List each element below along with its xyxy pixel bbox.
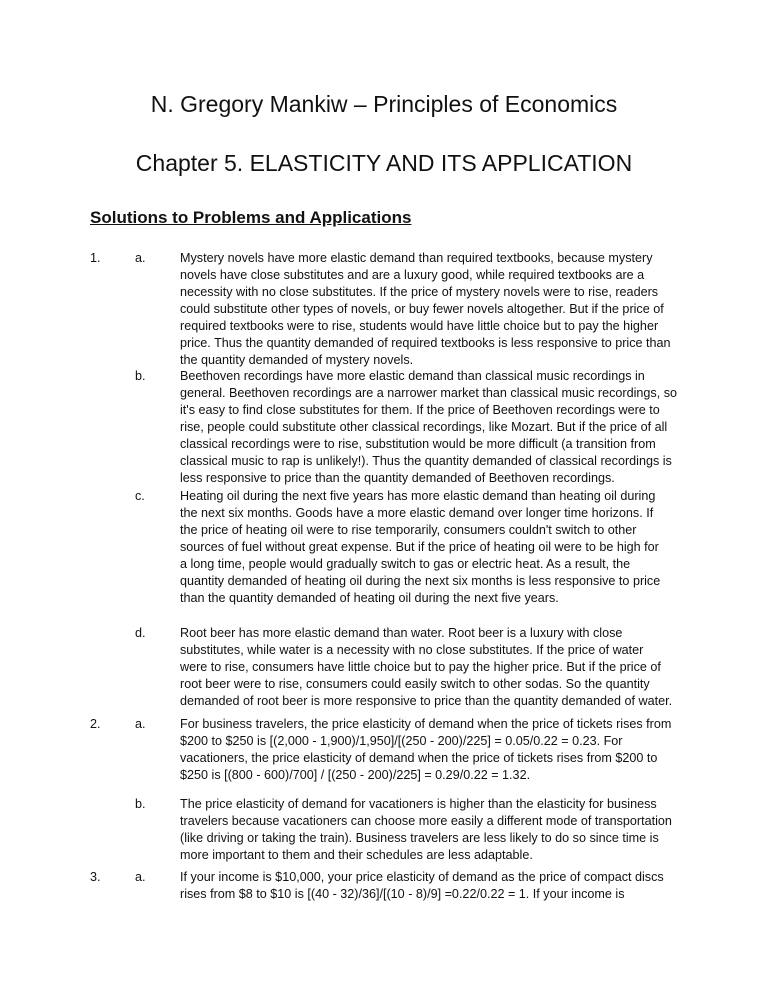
text-line: rises from $8 to $10 is [(40 - 32)/36]/[(10 - 8)/9] =0.22/0.22 = 1. If your income is: [180, 887, 625, 901]
text-line: a long time, people would gradually switch to gas or electric heat. As a result, the: [180, 557, 631, 571]
solution-text: [180, 368, 680, 487]
solution-text: [180, 625, 680, 710]
text-line: the quantity demanded of mystery novels.: [180, 353, 414, 367]
text-line: quantity demanded of heating oil during the next six months is less responsive to price: [180, 574, 661, 588]
text-line: The price elasticity of demand for vacationers is higher than the elasticity for business: [180, 797, 657, 811]
text-line: Heating oil during the next five years has more elastic demand than heating oil during: [180, 489, 656, 503]
chapter-title: Chapter 5. ELASTICITY AND ITS APPLICATION: [135, 150, 633, 176]
text-line: (like driving or taking the train). Business travelers are less likely to do so since time is: [180, 831, 659, 845]
text-line: than the quantity demanded of heating oil during the next five years.: [180, 591, 559, 605]
text-line: If your income is $10,000, your price elasticity of demand as the price of compact discs: [180, 870, 664, 884]
part-letter: a.: [135, 251, 146, 265]
text-line: classical recordings were to rise, substitution would be more difficult (a transition from: [180, 437, 656, 451]
problem-number: 3.: [90, 870, 101, 884]
text-line: the next six months. Goods have a more elastic demand over longer time horizons. If: [180, 506, 654, 520]
text-line: required textbooks were to rise, students would have little choice but to pay the higher: [180, 319, 659, 333]
solution-text: [180, 716, 680, 784]
text-line: price. Thus the quantity demanded of required textbooks is less responsive to price than: [180, 336, 671, 350]
text-line: Root beer has more elastic demand than water. Root beer is a luxury with close: [180, 626, 623, 640]
text-line: sources of fuel without great expense. But if the price of heating oil were to be high for: [180, 540, 659, 554]
text-line: For business travelers, the price elasticity of demand when the price of tickets rises from: [180, 717, 672, 731]
text-line: classical music to rap is unlikely!). Thus the quantity demanded of classical recordings is: [180, 454, 672, 468]
solution-text: [180, 869, 680, 903]
text-line: rise, people could substitute other classical recordings, like Mozart. But if the price of all: [180, 420, 668, 434]
part-letter: b.: [135, 369, 146, 383]
text-line: were to rise, consumers have little choice but to pay the higher price. But if the price of: [180, 660, 661, 674]
text-line: demanded of root beer is more responsive to price than the quantity demanded of water.: [180, 694, 673, 708]
text-line: could substitute other types of novels, or buy fewer novels altogether. But if the price of: [180, 302, 664, 316]
text-line: novels have close substitutes and are a luxury good, while required textbooks are a: [180, 268, 645, 282]
text-line: Beethoven recordings have more elastic demand than classical music recordings in: [180, 369, 645, 383]
section-heading: Solutions to Problems and Applications: [90, 208, 412, 227]
solution-text: [180, 488, 680, 607]
text-line: more important to them and their schedules are less adaptable.: [180, 848, 533, 862]
solution-text: [180, 796, 680, 864]
text-line: less responsive to price than the quantity demanded of Beethoven recordings.: [180, 471, 615, 485]
text-line: necessity with no close substitutes. If the price of mystery novels were to rise, readers: [180, 285, 659, 299]
part-letter: b.: [135, 797, 146, 811]
text-line: it's easy to find close substitutes for them. If the price of Beethoven recordings were to: [180, 403, 660, 417]
text-line: travelers because vacationers can choose more easily a different mode of transportation: [180, 814, 672, 828]
part-letter: a.: [135, 870, 146, 884]
text-line: substitutes, while water is a necessity with no close substitutes. If the price of water: [180, 643, 644, 657]
text-line: the price of heating oil were to rise temporarily, consumers couldn't switch to other: [180, 523, 637, 537]
problem-number: 2.: [90, 717, 101, 731]
book-title: N. Gregory Mankiw – Principles of Economics: [150, 91, 618, 117]
text-line: root beer were to rise, consumers could easily switch to other sodas. So the quantity: [180, 677, 650, 691]
text-line: $200 to $250 is [(2,000 - 1,900)/1,950]/[(250 - 200)/225] = 0.05/0.22 = 0.23. For: [180, 734, 623, 748]
solution-text: [180, 250, 680, 369]
part-letter: d.: [135, 626, 146, 640]
part-letter: c.: [135, 489, 145, 503]
text-line: Mystery novels have more elastic demand than required textbooks, because mystery: [180, 251, 653, 265]
part-letter: a.: [135, 717, 146, 731]
problem-number: 1.: [90, 251, 101, 265]
text-line: vacationers, the price elasticity of demand when the price of tickets rises from $200 to: [180, 751, 658, 765]
text-line: $250 is [(800 - 600)/700] / [(250 - 200)/225] = 0.29/0.22 = 1.32.: [180, 768, 531, 782]
text-line: general. Beethoven recordings are a narrower market than classical music recordings, so: [180, 386, 677, 400]
